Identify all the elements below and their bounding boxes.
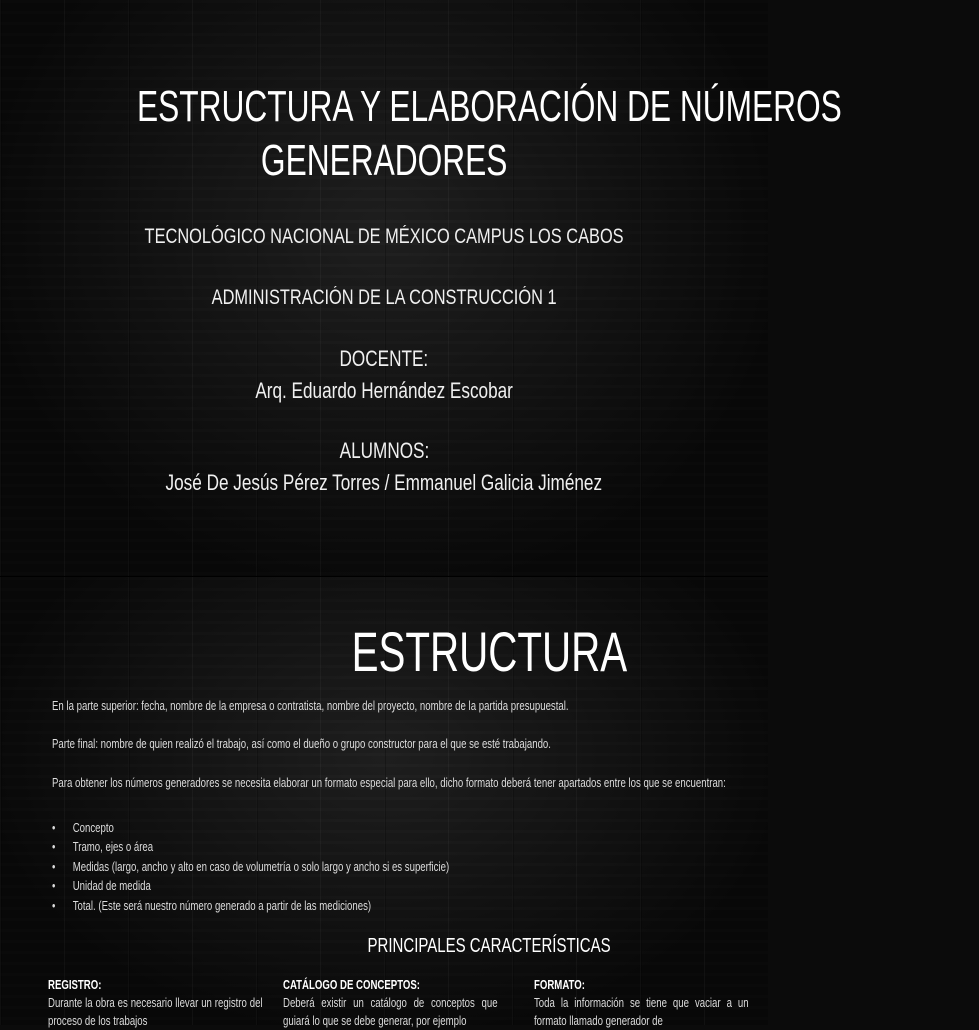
institution-line	[0, 224, 768, 250]
title-slide	[0, 0, 842, 576]
list-item: • Medidas (largo, ancho y alto en caso de volumetría o solo largo y ancho si es superficie)	[52, 858, 450, 874]
para-final-section: Parte final: nombre de quien realizó el trabajo, así como el dueño o grupo constructor para el que se esté trabajando.	[52, 736, 551, 751]
title-line-1: ESTRUCTURA Y ELABORACIÓN DE NÚMEROS	[137, 82, 842, 131]
students-names-line	[0, 469, 768, 497]
teacher-name: Arq. Eduardo Hernández Escobar	[255, 378, 513, 403]
structure-heading-text: ESTRUCTURA	[351, 620, 628, 683]
institution-text: TECNOLÓGICO NACIONAL DE MÉXICO CAMPUS LOS CABOS	[144, 225, 624, 248]
characteristic-title: CATÁLOGO DE CONCEPTOS:	[283, 977, 421, 992]
list-item: • Unidad de medida	[52, 878, 151, 894]
structure-heading	[0, 620, 979, 684]
characteristics-heading	[0, 934, 979, 958]
characteristic-body: Toda la información se tiene que vaciar a un formato llamado generador de	[534, 995, 749, 1028]
students-label-line	[0, 437, 768, 465]
characteristic-title: FORMATO:	[534, 977, 585, 992]
characteristic-formato	[534, 976, 749, 1030]
teacher-label: DOCENTE:	[339, 346, 429, 371]
para-format-intro: Para obtener los números generadores se necesita elaborar un formato especial para ello, dicho formato deberá tener apartados entre los que se encuentran:	[52, 775, 726, 790]
students-label: ALUMNOS:	[339, 438, 429, 463]
characteristic-body: Durante la obra es necesario llevar un registro del proceso de los trabajos	[48, 995, 263, 1028]
list-item: • Concepto	[52, 820, 114, 835]
characteristics-heading-text: PRINCIPALES CARACTERÍSTICAS	[367, 935, 612, 957]
students-names: José De Jesús Pérez Torres / Emmanuel Galicia Jiménez	[165, 470, 603, 495]
course-line	[0, 285, 768, 311]
format-fields-list	[52, 818, 718, 915]
title-line-2: GENERADORES	[260, 136, 508, 185]
teacher-name-line	[0, 377, 768, 405]
list-item: • Total. (Este será nuestro número generado a partir de las mediciones)	[52, 897, 372, 913]
course-text: ADMINISTRACIÓN DE LA CONSTRUCCIÓN 1	[211, 286, 557, 309]
characteristic-catalogo	[283, 976, 498, 1030]
list-item: • Tramo, ejes o área	[52, 839, 154, 855]
para-top-section: En la parte superior: fecha, nombre de la empresa o contratista, nombre del proyecto, nombre de la partida presupuestal.	[52, 698, 569, 713]
characteristic-registro	[48, 976, 263, 1030]
teacher-label-line	[0, 345, 768, 373]
characteristic-body: Deberá existir un catálogo de conceptos que guiará lo que se debe generar, por ejemplo	[283, 995, 498, 1028]
presentation-title	[0, 80, 842, 188]
characteristic-title: REGISTRO:	[48, 977, 102, 992]
